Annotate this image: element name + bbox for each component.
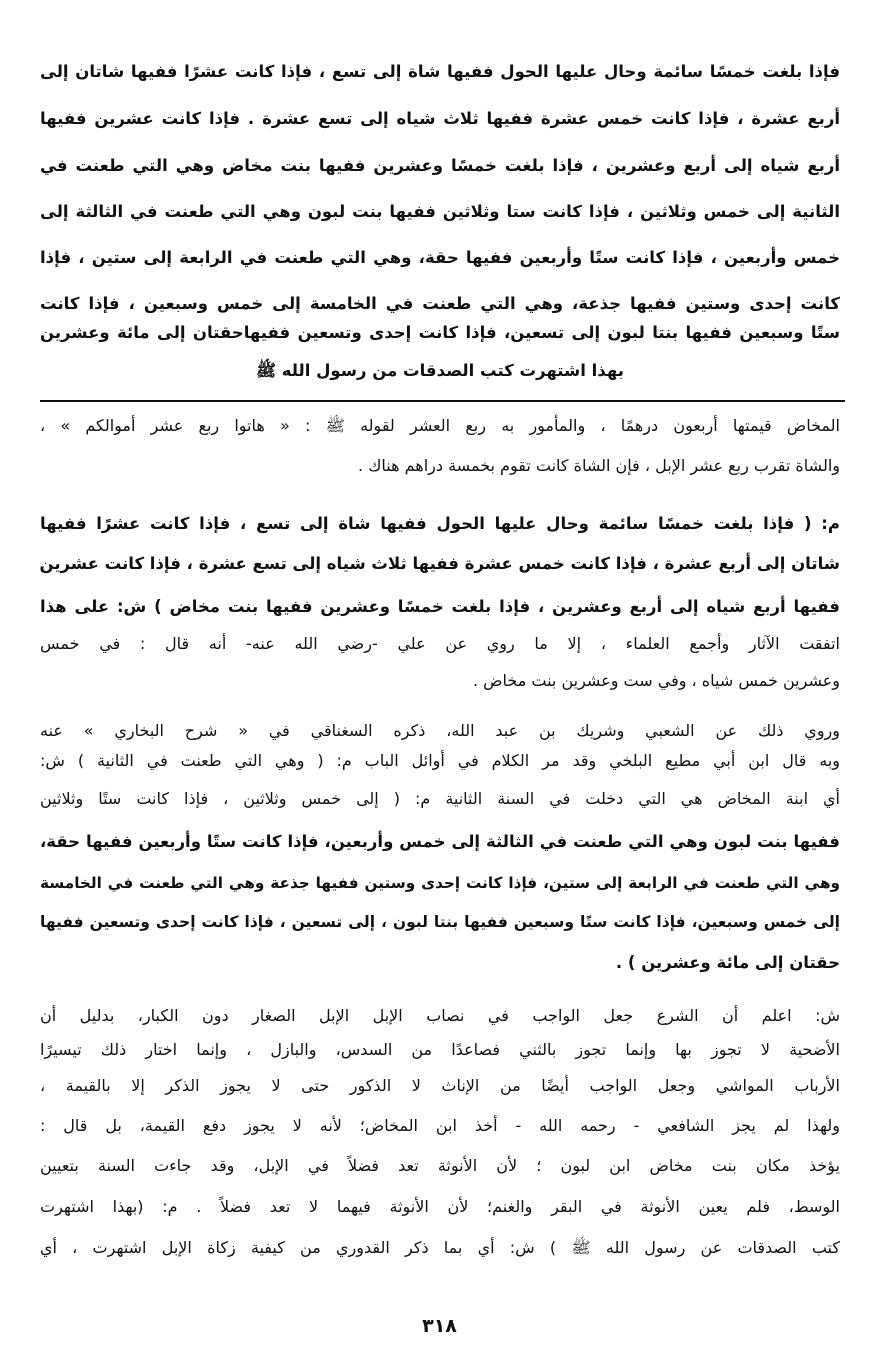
commentary-line: كتب الصدقات عن رسول الله ﷺ ) ش: أي بما ذكر القدوري من كيفية زكاة الإبل اشتهرت ، أي [40,1238,840,1257]
main-text-line: فإذا بلغت خمسًا سائمة وحال عليها الحول ففيها شاة إلى تسع ، فإذا كانت عشرًا ففيها شاتان إلى [40,62,840,81]
commentary-line: ولهذا لم يجز الشافعي - رحمه الله - أخذ ابن المخاض؛ لأنه لا يجوز دفع القيمة، بل قال : [40,1116,840,1135]
commentary-line: م: ( فإذا بلغت خمسًا سائمة وحال عليها الحول ففيها شاة إلى تسع ، فإذا كانت عشرًا ففيها [40,514,840,533]
commentary-line: إلى خمس وسبعين، فإذا كانت ستًا وسبعين ففيها بنتا لبون ، إلى تسعين ، فإذا كانت إحدى وتسعين ففيها [40,913,840,931]
commentary-line: أي ابنة المخاض هي التي دخلت في السنة الثانية م: ( إلى خمس وثلاثين ، فإذا كانت ستًا وثلاثين [40,789,840,808]
commentary-line: ففيها بنت لبون وهي التي طعنت في الثالثة إلى خمس وأربعين، فإذا كانت ستًا وأربعين ففيها حقة، [40,832,840,851]
main-text-line: كانت إحدى وستين ففيها جذعة، وهي التي طعنت في الخامسة إلى خمس وسبعين ، فإذا كانت [40,294,840,313]
commentary-line: المخاض قيمتها أربعون درهمًا ، والمأمور به ربع العشر لقوله ﷺ : « هاتوا ربع عشر أموالكم » ، [40,416,840,435]
commentary-line: حقتان إلى مائة وعشرين ) . [615,953,840,972]
commentary-line: يؤخذ مكان بنت مخاض ابن لبون ؛ لأن الأنوثة تعد فضلاً في الإبل، وقد جاءت السنة بتعيين [40,1156,840,1175]
commentary-line: اتفقت الآثار وأجمع العلماء ، إلا ما روي عن علي -رضي الله عنه- أنه قال : في خمس [40,634,840,653]
commentary-line: شاتان إلى أربع عشرة ، فإذا كانت خمس عشرة ففيها ثلاث شياه إلى تسع عشرة ، فإذا كانت عشرين [40,554,840,573]
main-text-line: أربع شياه إلى أربع وعشرين ، فإذا بلغت خمسًا وعشرين ففيها بنت مخاض وهي التي طعنت في [40,156,840,175]
page-number: ٣١٨ [422,1315,457,1337]
commentary-line: ش: اعلم أن الشرع جعل الواجب في نصاب الإبل الإبل الصغار دون الكبار، بدليل أن [40,1006,840,1025]
commentary-line: ففيها أربع شياه إلى أربع وعشرين ، فإذا بلغت خمسًا وعشرين ففيها بنت مخاض ) ش: على هذا [40,597,840,616]
main-text-line: ستًا وسبعين ففيها بنتا لبون إلى تسعين، فإذا كانت إحدى وتسعين ففيهاحقتان إلى مائة وعشرين [40,323,840,342]
separator-rule [40,400,845,402]
main-text-line: خمس وأربعين ، فإذا كانت ستًا وأربعين ففيها حقة، وهي التي طعنت في الرابعة إلى ستين ، فإذا [40,248,840,267]
commentary-line: الوسط، فلم يعين الأنوثة في البقر والغنم؛ لأن الأنوثة فيهما لا تعد فضلاً . م: (بهذا اشتهرت [40,1197,840,1216]
commentary-line: وهي التي طعنت في الرابعة إلى ستين، فإذا كانت إحدى وستين ففيها جذعة وهي التي طعنت في الخامسة [40,874,840,892]
main-text-line: بهذا اشتهرت كتب الصدقات من رسول الله ﷺ [256,361,624,380]
commentary-line: والشاة تقرب ربع عشر الإبل ، فإن الشاة كانت تقوم بخمسة دراهم هناك . [358,456,840,475]
commentary-line: الأرباب المواشي وجعل الواجب أيضًا من الإناث لا الذكور حتى لا يجوز الذكر إلا بالقيمة ، [40,1076,840,1095]
commentary-line: وروي ذلك عن الشعبي وشريك بن عبد الله، ذكره السغناقي في « شرح البخاري » عنه [40,721,840,740]
commentary-line: الأضحية لا تجوز بها وإنما تجوز بالثني فصاعدًا من السدس، والبازل ، وإنما اختار ذلك تيسيرًا [40,1040,840,1059]
commentary-line: وبه قال ابن أبي مطيع البلخي وقد مر الكلام في أوائل الباب م: ( وهي التي طعنت في الثانية ) ش: [40,751,840,770]
main-text-line: الثانية إلى خمس وثلاثين ، فإذا كانت ستا وثلاثين ففيها بنت لبون وهي التي طعنت في الثالثة إلى [40,202,840,221]
main-text-line: أربع عشرة ، فإذا كانت خمس عشرة ففيها ثلاث شياه إلى تسع عشرة . فإذا كانت عشرين ففيها [40,109,840,128]
commentary-line: وعشرين خمس شياه ، وفي ست وعشرين بنت مخاض . [472,671,840,690]
